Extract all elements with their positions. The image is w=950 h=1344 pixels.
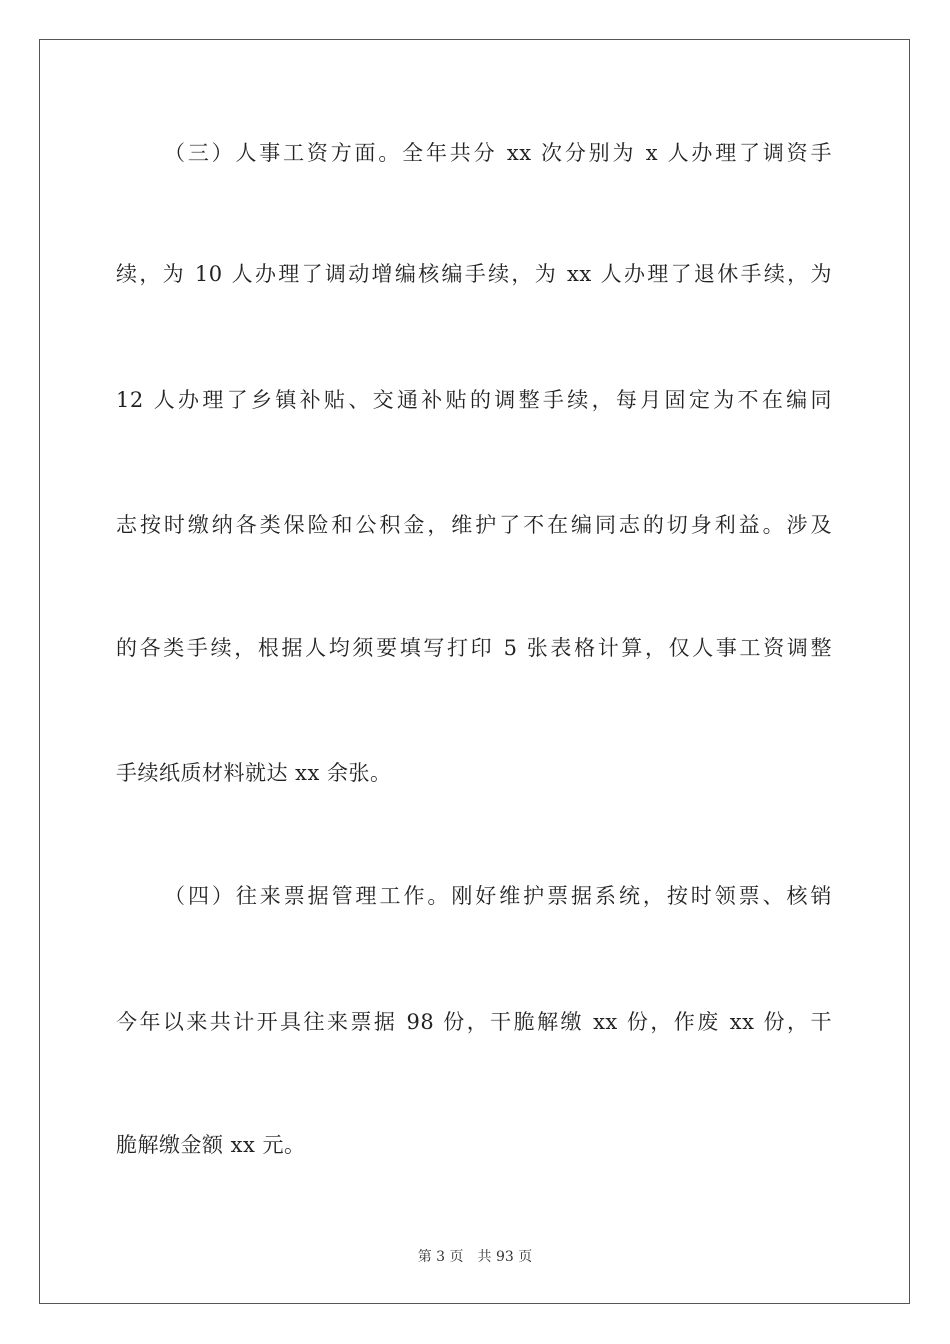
paragraph-3-line-3: 12 人办理了乡镇补贴、交通补贴的调整手续，每月固定为不在编同 (116, 388, 832, 412)
paragraph-3-line-2: 续，为 10 人办理了调动增编核编手续，为 xx 人办理了退休手续，为 (116, 262, 832, 286)
total-pages: 共 93 页 (477, 1249, 533, 1265)
paragraph-4-line-3: 脆解缴金额 xx 元。 (116, 1133, 306, 1157)
page-border (39, 39, 910, 1304)
paragraph-3-line-6: 手续纸质材料就达 xx 余张。 (116, 761, 392, 785)
paragraph-4-line-1: （四）往来票据管理工作。刚好维护票据系统，按时领票、核销 (164, 884, 832, 908)
page-footer (0, 1248, 950, 1266)
paragraph-3-line-1: （三）人事工资方面。全年共分 xx 次分别为 x 人办理了调资手 (164, 141, 832, 165)
page-number: 第 3 页 (417, 1249, 464, 1265)
paragraph-3-line-4: 志按时缴纳各类保险和公积金，维护了不在编同志的切身利益。涉及 (116, 513, 832, 537)
paragraph-3-line-5: 的各类手续，根据人均须要填写打印 5 张表格计算，仅人事工资调整 (116, 636, 832, 660)
paragraph-4-line-2: 今年以来共计开具往来票据 98 份，干脆解缴 xx 份，作废 xx 份，干 (116, 1010, 832, 1034)
